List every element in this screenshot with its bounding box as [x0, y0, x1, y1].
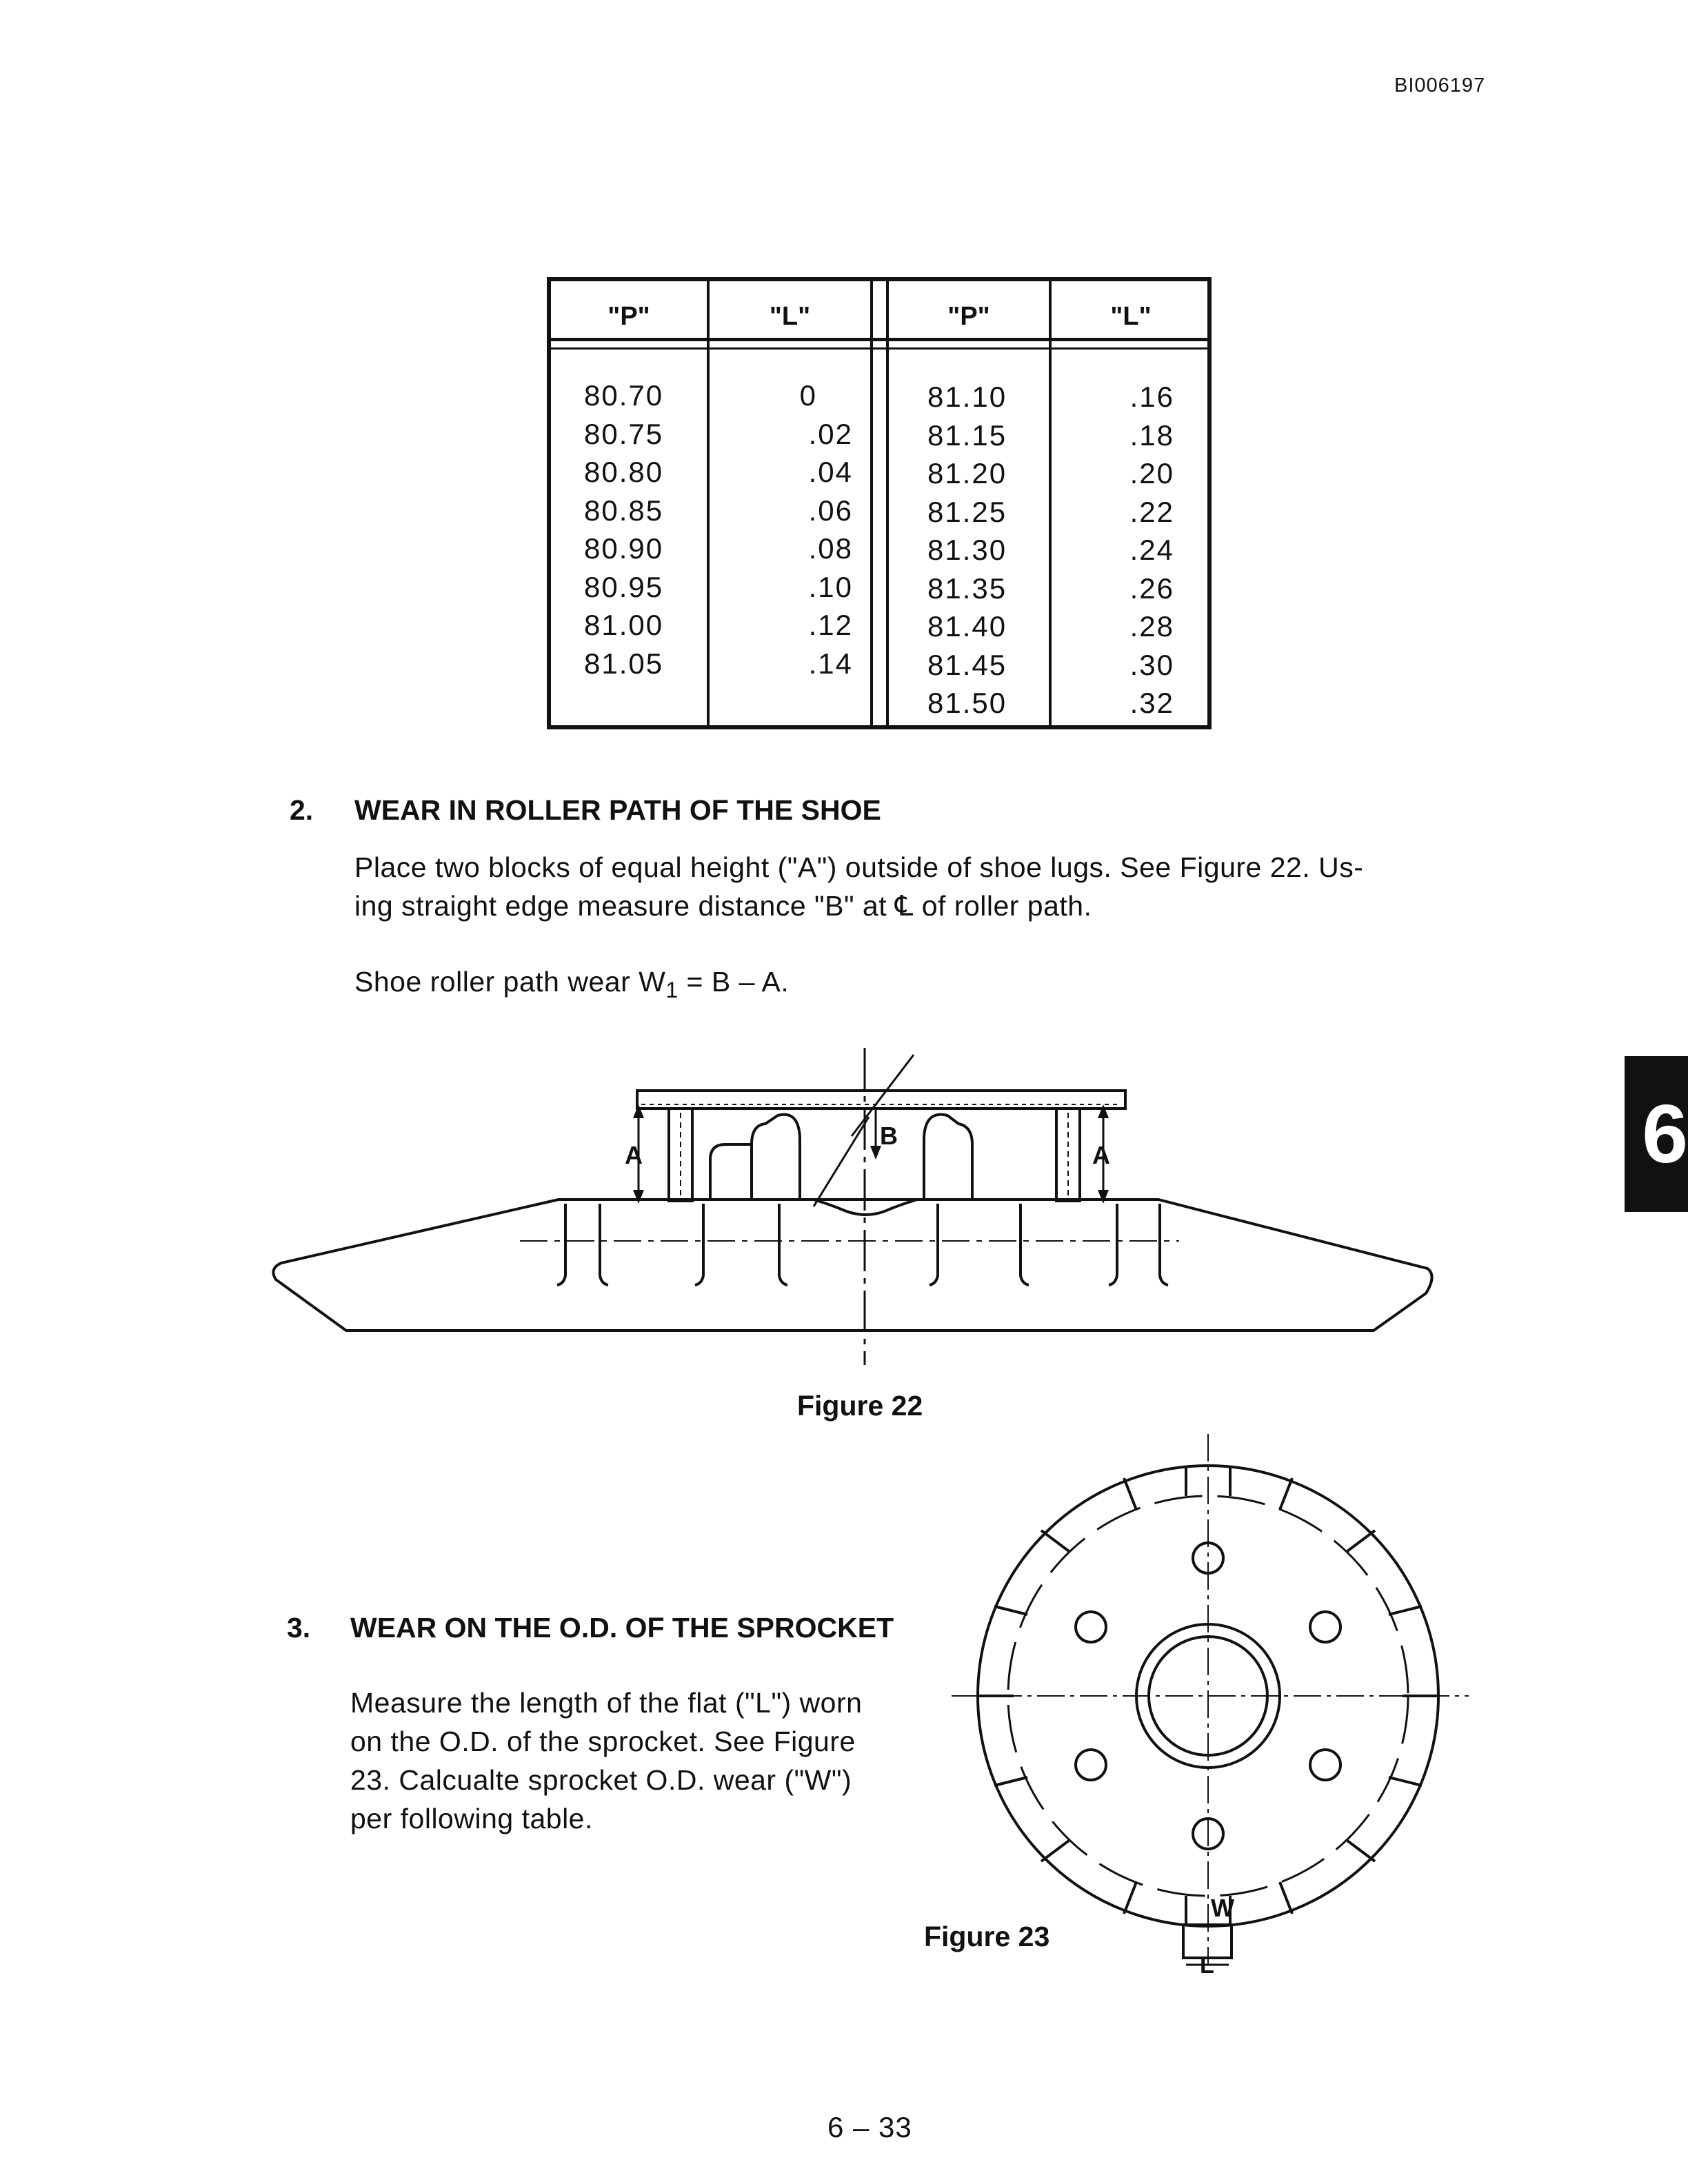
bolt-hole — [1310, 1750, 1340, 1780]
figure-22-caption: Figure 22 — [797, 1390, 923, 1422]
section-3-number: 3. — [287, 1612, 311, 1644]
table-cell: 0 — [799, 379, 817, 412]
right-p-column — [927, 378, 1007, 722]
label-w: W — [1211, 1894, 1234, 1922]
paragraph-line: per following table. — [350, 1803, 593, 1834]
section-2-paragraph — [354, 848, 1363, 925]
table-cell: 81.45 — [927, 648, 1007, 681]
label-b: B — [880, 1122, 898, 1150]
left-p-column — [584, 376, 663, 682]
wear-formula — [354, 962, 789, 1009]
page-number: 6 – 33 — [827, 2111, 912, 2143]
table-cell: .32 — [1129, 687, 1174, 719]
header-rule — [551, 338, 1207, 341]
table-cell: 80.90 — [584, 532, 664, 565]
table-cell: .10 — [808, 570, 853, 603]
table-cell: 80.75 — [584, 417, 664, 450]
p-l-table — [547, 277, 1212, 729]
paragraph-line: on the O.D. of the sprocket. See Figure — [350, 1726, 856, 1757]
left-l-column — [800, 376, 853, 682]
shoe-body — [273, 1200, 1431, 1331]
section-2-number: 2. — [290, 794, 314, 826]
table-cell: .24 — [1129, 534, 1174, 566]
table-cell: 81.50 — [927, 687, 1007, 719]
label-a-right: A — [1092, 1141, 1110, 1169]
chapter-tab: 6 — [1625, 1056, 1688, 1212]
section-3-paragraph — [350, 1684, 862, 1838]
table-cell: .08 — [808, 532, 853, 565]
section-2-heading: WEAR IN ROLLER PATH OF THE SHOE — [354, 794, 881, 826]
figure-22-drawing — [269, 1041, 1462, 1386]
table-cell: .12 — [808, 609, 853, 641]
table-cell: .30 — [1129, 648, 1174, 681]
table-cell: .28 — [1129, 610, 1174, 643]
section-3-heading: WEAR ON THE O.D. OF THE SPROCKET — [350, 1612, 894, 1644]
table-cell: .22 — [1129, 495, 1174, 528]
table-cell: 81.40 — [927, 610, 1007, 643]
table-cell: 81.15 — [927, 418, 1007, 452]
bolt-hole — [1076, 1750, 1106, 1780]
straight-edge — [637, 1091, 1125, 1109]
label-l: L — [1200, 1952, 1214, 1979]
header-p-left: "P" — [607, 302, 650, 331]
table-cell: 80.85 — [584, 494, 664, 527]
formula-subscript: 1 — [665, 978, 679, 1003]
table-cell: .14 — [808, 647, 853, 680]
table-cell: .02 — [808, 417, 853, 450]
right-l-column — [1130, 378, 1174, 722]
table-cell: .26 — [1129, 572, 1174, 605]
formula-text: = B – A. — [678, 966, 790, 998]
formula-text: Shoe roller path wear W — [354, 966, 666, 998]
header-p-right: "P" — [947, 302, 990, 331]
table-cell: 80.80 — [584, 456, 664, 488]
table-cell: 81.00 — [584, 609, 664, 641]
table-cell: 81.30 — [927, 534, 1007, 566]
table-cell: .04 — [808, 456, 853, 488]
figure-23-drawing — [952, 1434, 1483, 1985]
table-cell: 80.95 — [584, 570, 664, 603]
label-a-left: A — [625, 1141, 643, 1169]
table-cell: .16 — [1129, 381, 1174, 413]
table-cell: 81.10 — [927, 381, 1007, 413]
figure-23-caption: Figure 23 — [924, 1921, 1050, 1952]
table-cell: 81.20 — [927, 457, 1007, 489]
table-cell: 81.35 — [927, 572, 1007, 605]
header-l-right: "L" — [1110, 302, 1152, 331]
table-cell: 81.25 — [927, 495, 1007, 528]
table-cell: .06 — [808, 494, 853, 527]
table-cell: .20 — [1129, 457, 1174, 489]
table-cell: .18 — [1129, 418, 1174, 452]
document-id: BI006197 — [1394, 74, 1486, 97]
bolt-hole — [1310, 1612, 1340, 1642]
paragraph-line: 23. Calcualte sprocket O.D. wear ("W") — [350, 1764, 852, 1796]
table-cell: 80.70 — [584, 379, 664, 412]
paragraph-line: Measure the length of the flat ("L") worn — [350, 1687, 863, 1719]
bolt-hole — [1076, 1612, 1106, 1642]
header-rule — [551, 347, 1207, 350]
header-l-left: "L" — [769, 302, 811, 331]
paragraph-line: Place two blocks of equal height ("A") outside of shoe lugs. See Figure 22. Us- — [354, 851, 1364, 883]
paragraph-line: ing straight edge measure distance "B" at ℄ of roller path. — [354, 890, 1092, 922]
table-cell: 81.05 — [584, 647, 664, 680]
